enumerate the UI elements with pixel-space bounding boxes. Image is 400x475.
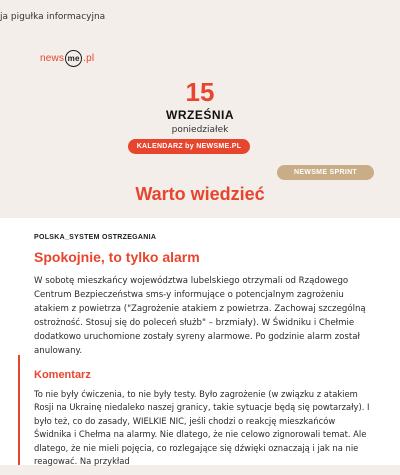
comment-title: Komentarz (34, 369, 91, 381)
newsletter-header (0, 0, 400, 215)
logo-news-text: news (40, 53, 65, 64)
date-block (0, 78, 400, 135)
date-day: 15 (185, 77, 215, 107)
comment-accent-bar (18, 355, 20, 465)
article-card (0, 218, 400, 465)
tagline: ja pigułka informacyjna (0, 12, 106, 22)
newsme-sprint-button[interactable]: NEWSME SPRINT (277, 165, 374, 180)
date-weekday: poniedziałek (171, 125, 229, 135)
logo-me-circle: me (65, 50, 82, 67)
article-category: POLSKA_SYSTEM OSTRZEGANIA (34, 234, 157, 241)
date-month: WRZEŚNIA (166, 108, 234, 122)
calendar-button[interactable]: KALENDARZ by NEWSME.PL (128, 139, 250, 154)
newsme-logo[interactable] (40, 50, 94, 67)
article-headline[interactable]: Spokojnie, to tylko alarm (34, 249, 200, 265)
article-lead: W sobotę mieszkańcy województwa lubelskiego otrzymali od Rządowego Centrum Bezpieczeństwa sms-y informujące o potencjalnym zagrożeniu atakiem z powietrza ("Zagrożenie atakiem z powietrza. Zachowaj szczególną ostrożność. Stosuj się do poleceń służb" – brzmiały). W Świdniku i Chełmie dodatkowo uruchomione zostały syreny alarmowe. Po godzinie alarm został anulowany. (34, 276, 366, 356)
section-title: Warto wiedzieć (135, 184, 265, 204)
logo-suffix-text: .pl (83, 53, 95, 64)
comment-box (18, 355, 374, 475)
comment-text: To nie były ćwiczenia, to nie były testy. Było zagrożenie (w związku z atakiem Rosji na Ukrainę niedaleko naszej granicy, takie sytuacje będą się powtarzały). I było też, co do zasady, WIELKIE NIC, jeśli chodzi o reakcję mieszkańców Świdnika i Chełma na alarmy. Nie dlatego, że nie celowo zignorowali temat. Ale dlatego, że nie mieli pojęcia, co rozlegające się dźwięki oznaczają i jak na nie reagować. Na przykład (34, 389, 370, 467)
